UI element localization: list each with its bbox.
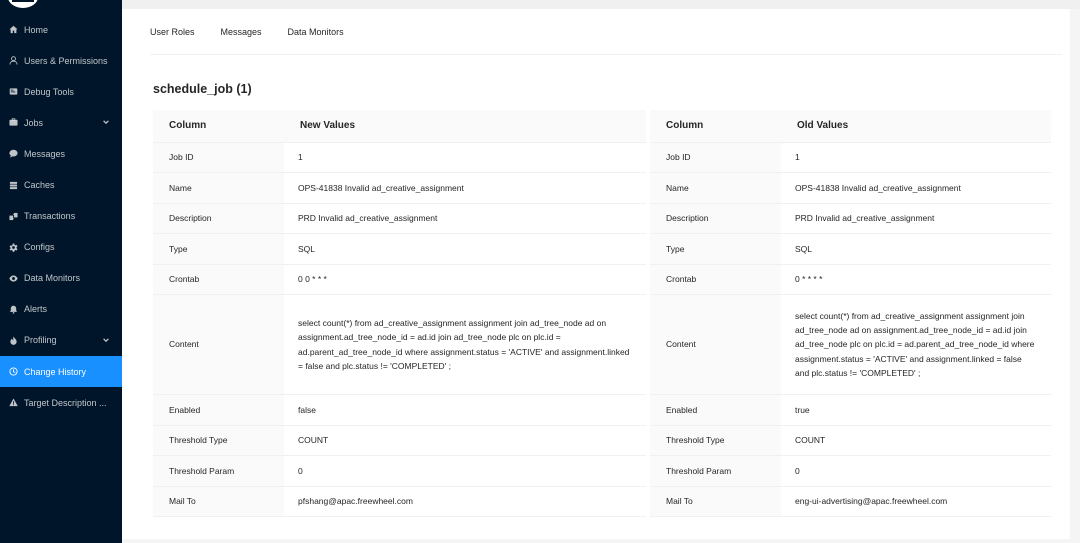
new-value-cell: 0 0 * * * xyxy=(284,264,646,295)
sidebar-item-profiling[interactable] xyxy=(0,325,122,356)
jobs-icon xyxy=(8,118,18,128)
sidebar-item-target-description[interactable] xyxy=(0,387,122,418)
sidebar-item-configs[interactable] xyxy=(0,232,122,263)
message-icon xyxy=(8,149,18,159)
column-name-cell: Threshold Type xyxy=(153,425,284,456)
column-name-cell: Description xyxy=(153,203,284,234)
user-icon xyxy=(8,56,18,66)
tab-messages[interactable]: Messages xyxy=(220,26,262,37)
old-value-cell: 0 xyxy=(781,456,1051,487)
old-value-cell: COUNT xyxy=(781,425,1051,456)
header-strip xyxy=(122,0,1080,9)
column-name-cell: Threshold Param xyxy=(650,456,781,487)
table-row xyxy=(153,264,646,295)
sidebar-item-caches[interactable] xyxy=(0,169,122,200)
sidebar-item-home[interactable] xyxy=(0,14,122,45)
table-row xyxy=(153,395,646,426)
column-header: Column xyxy=(153,110,284,142)
sidebar-item-label: Jobs xyxy=(24,117,44,128)
table-header-row xyxy=(153,110,646,142)
sidebar-item-label: Users & Permissions xyxy=(24,55,108,66)
column-name-cell: Mail To xyxy=(650,486,781,517)
old-value-cell: OPS-41838 Invalid ad_creative_assignment xyxy=(781,173,1051,204)
old-value-cell: 0 * * * * xyxy=(781,264,1051,295)
column-name-cell: Job ID xyxy=(650,142,781,173)
column-name-cell: Type xyxy=(153,234,284,265)
table-row xyxy=(153,425,646,456)
table-header-row xyxy=(650,110,1051,142)
new-values-table xyxy=(153,110,646,517)
column-header: Column xyxy=(650,110,781,142)
logo[interactable] xyxy=(8,0,38,8)
sidebar-item-label: Debug Tools xyxy=(24,86,74,97)
column-name-cell: Threshold Type xyxy=(650,425,781,456)
sidebar-item-label: Transactions xyxy=(24,211,76,222)
sidebar xyxy=(0,0,122,543)
column-name-cell: Type xyxy=(650,234,781,265)
main-content xyxy=(122,9,1070,539)
table-row xyxy=(650,456,1051,487)
eye-icon xyxy=(8,273,18,283)
table-row xyxy=(650,203,1051,234)
home-icon xyxy=(8,25,18,35)
old-value-cell: SQL xyxy=(781,234,1051,265)
new-value-cell: SQL xyxy=(284,234,646,265)
old-values-header: Old Values xyxy=(781,110,1051,142)
old-value-cell: true xyxy=(781,395,1051,426)
table-row xyxy=(650,425,1051,456)
new-value-cell: select count(*) from ad_creative_assignment assignment join ad_tree_node ad on assignment.ad_tree_node_id = ad.id join ad_tree_node plc on plc.id = ad.parent_ad_tree_node_id where assignment.status = 'ACTIVE' and assignment.linked = false and plc.status != 'COMPLETED' ; xyxy=(284,295,646,395)
sidebar-item-label: Change History xyxy=(24,366,87,377)
new-value-cell: 1 xyxy=(284,142,646,173)
column-name-cell: Enabled xyxy=(153,395,284,426)
bell-icon xyxy=(8,304,18,314)
debug-icon xyxy=(8,87,18,97)
new-value-cell: false xyxy=(284,395,646,426)
column-name-cell: Description xyxy=(650,203,781,234)
old-value-cell: eng-ui-advertising@apac.freewheel.com xyxy=(781,486,1051,517)
column-name-cell: Enabled xyxy=(650,395,781,426)
table-row xyxy=(650,173,1051,204)
table-row xyxy=(650,486,1051,517)
new-value-cell: COUNT xyxy=(284,425,646,456)
new-value-cell: pfshang@apac.freewheel.com xyxy=(284,486,646,517)
column-name-cell: Content xyxy=(650,295,781,395)
old-value-cell: select count(*) from ad_creative_assignment assignment join ad_tree_node ad on assignment.ad_tree_node_id = ad.id join ad_tree_node plc on plc.id = ad.parent_ad_tree_node_id where assignment.status = 'ACTIVE' and assignment.linked = false and plc.status != 'COMPLETED' ; xyxy=(781,295,1051,395)
column-name-cell: Name xyxy=(153,173,284,204)
page-title: schedule_job (1) xyxy=(153,82,252,96)
new-value-cell: PRD Invalid ad_creative_assignment xyxy=(284,203,646,234)
sidebar-item-jobs[interactable] xyxy=(0,107,122,138)
column-name-cell: Content xyxy=(153,295,284,395)
new-value-cell: 0 xyxy=(284,456,646,487)
sidebar-item-users-permissions[interactable] xyxy=(0,45,122,76)
new-values-header: New Values xyxy=(284,110,646,142)
column-name-cell: Mail To xyxy=(153,486,284,517)
table-row xyxy=(153,203,646,234)
sidebar-item-label: Target Description ... xyxy=(24,397,107,408)
chevron-down-icon[interactable] xyxy=(102,336,110,346)
table-row xyxy=(153,173,646,204)
table-row xyxy=(650,264,1051,295)
table-row xyxy=(153,456,646,487)
column-name-cell: Job ID xyxy=(153,142,284,173)
cache-icon xyxy=(8,180,18,190)
sidebar-item-label: Home xyxy=(24,24,49,35)
tab-bar xyxy=(150,9,1062,55)
column-name-cell: Crontab xyxy=(650,264,781,295)
sidebar-item-change-history[interactable] xyxy=(0,356,122,387)
sidebar-item-label: Alerts xyxy=(24,304,48,315)
warning-icon xyxy=(8,398,18,408)
table-row xyxy=(153,142,646,173)
sidebar-item-messages[interactable] xyxy=(0,138,122,169)
table-row xyxy=(650,234,1051,265)
sidebar-item-label: Caches xyxy=(24,180,55,191)
old-value-cell: PRD Invalid ad_creative_assignment xyxy=(781,203,1051,234)
diff-tables xyxy=(153,110,1051,517)
history-icon xyxy=(8,367,18,377)
column-name-cell: Crontab xyxy=(153,264,284,295)
sidebar-item-data-monitors[interactable] xyxy=(0,263,122,294)
old-value-cell: 1 xyxy=(781,142,1051,173)
sidebar-item-alerts[interactable] xyxy=(0,294,122,325)
table-row xyxy=(650,395,1051,426)
chevron-down-icon[interactable] xyxy=(102,118,110,128)
sidebar-item-label: Messages xyxy=(24,148,66,159)
table-row xyxy=(650,295,1051,395)
sidebar-item-label: Profiling xyxy=(24,335,57,346)
gear-icon xyxy=(8,242,18,252)
transaction-icon xyxy=(8,211,18,221)
new-value-cell: OPS-41838 Invalid ad_creative_assignment xyxy=(284,173,646,204)
sidebar-nav xyxy=(0,14,122,418)
column-name-cell: Name xyxy=(650,173,781,204)
table-row xyxy=(650,142,1051,173)
column-name-cell: Threshold Param xyxy=(153,456,284,487)
flame-icon xyxy=(8,335,18,345)
sidebar-item-transactions[interactable] xyxy=(0,201,122,232)
table-row xyxy=(153,234,646,265)
sidebar-item-label: Configs xyxy=(24,242,55,253)
table-row xyxy=(153,295,646,395)
old-values-table xyxy=(650,110,1051,517)
tab-data-monitors[interactable]: Data Monitors xyxy=(287,26,344,37)
table-row xyxy=(153,486,646,517)
sidebar-item-debug-tools[interactable] xyxy=(0,76,122,107)
sidebar-item-label: Data Monitors xyxy=(24,273,81,284)
tab-user-roles[interactable]: User Roles xyxy=(150,26,195,37)
